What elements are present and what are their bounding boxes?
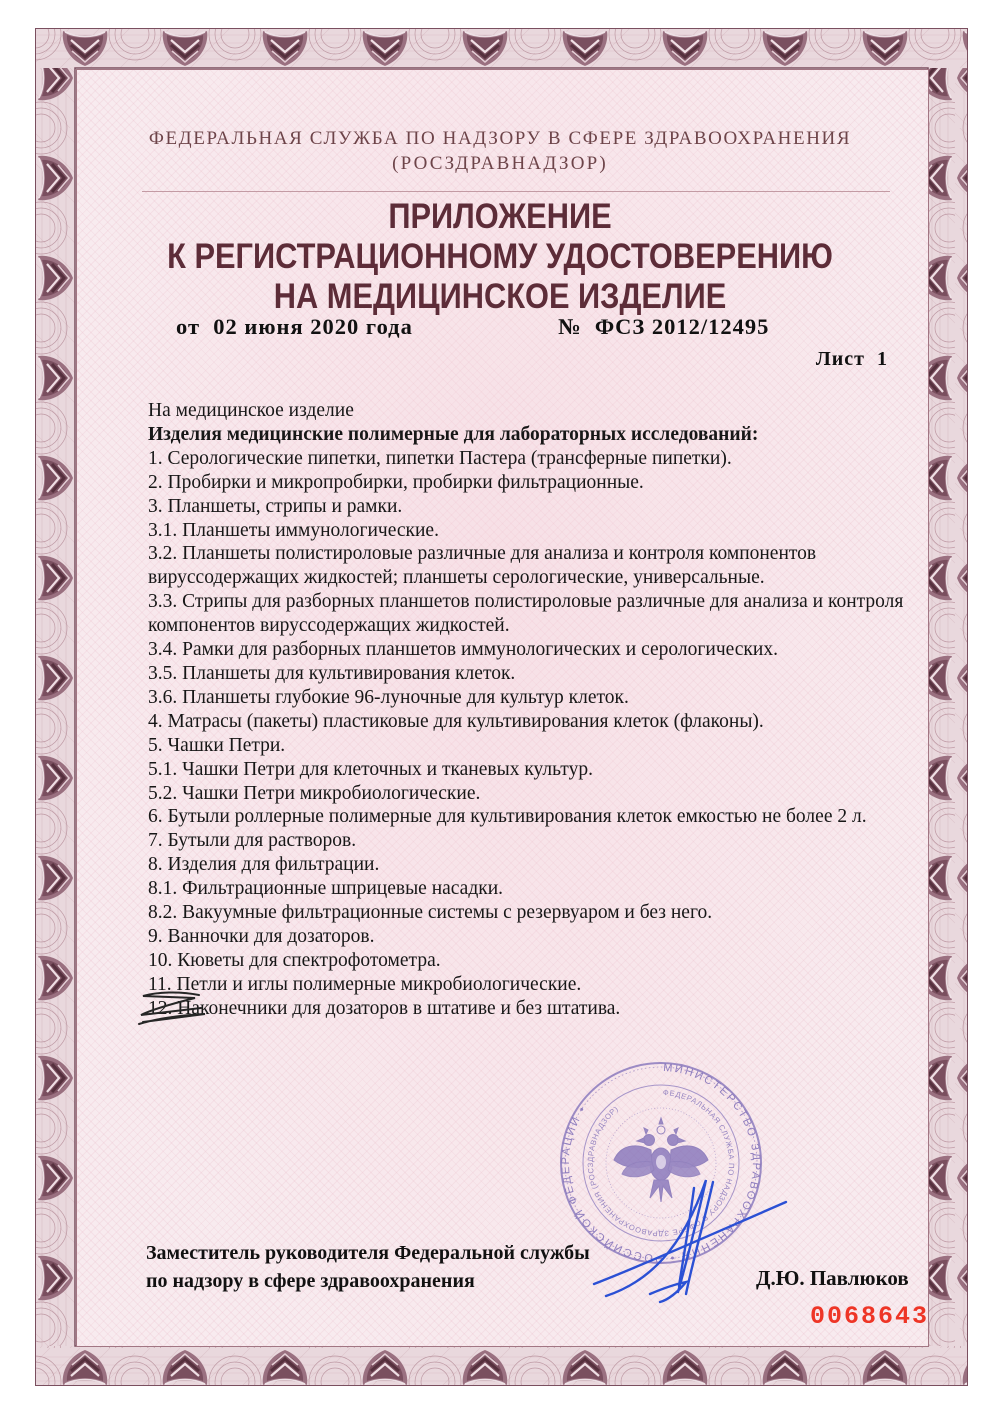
signer-position-line-2: по надзору в сфере здравоохранения: [146, 1269, 475, 1292]
signer-name: Д.Ю. Павлюков: [756, 1266, 909, 1290]
header-divider: [142, 191, 890, 192]
list-item: 7. Бутыли для растворов.: [148, 830, 357, 852]
list-item: 3.4. Рамки для разборных планшетов иммунологических и серологических.: [148, 639, 778, 661]
stamp-outer-text: МИНИСТЕРСТВО ЗДРАВООХРАНЕНИЯ • РОССИЙСКОЙ ФЕДЕРАЦИИ •: [559, 1061, 763, 1265]
list-item: 3. Планшеты, стрипы и рамки.: [148, 495, 403, 517]
list-item: 8. Изделия для фильтрации.: [148, 854, 380, 876]
list-item: 12. Наконечники для дозаторов в штативе и без штатива.: [148, 997, 621, 1019]
list-item: 5.1. Чашки Петри для клеточных и тканевых культур.: [148, 758, 593, 780]
document-title: [60, 197, 940, 317]
list-item: 1. Серологические пипетки, пипетки Пастера (трансферные пипетки).: [148, 447, 732, 469]
stamp-inner-text: ФЕДЕРАЛЬНАЯ СЛУЖБА ПО НАДЗОРУ В СФЕРЕ ЗДРАВООХРАНЕНИЯ (РОСЗДРАВНАДЗОР): [585, 1087, 737, 1239]
list-item: 5. Чашки Петри.: [148, 734, 286, 756]
intro-line: На медицинское изделие: [148, 400, 354, 421]
sheet-number: Лист 1: [815, 348, 888, 370]
signer-position-line-1: Заместитель руководителя Федеральной службы: [146, 1242, 590, 1264]
list-item: 4. Матрасы (пакеты) пластиковые для культивирования клеток (флаконы).: [148, 710, 764, 732]
list-item: 5.2. Чашки Петри микробиологические.: [148, 782, 481, 804]
list-item: 8.1. Фильтрационные шприцевые насадки.: [148, 878, 504, 900]
list-item: 9. Ванночки для дозаторов.: [148, 925, 375, 947]
list-item: 10. Кюветы для спектрофотометра.: [148, 949, 441, 971]
title-line-2: К РЕГИСТРАЦИОННОМУ УДОСТОВЕРЕНИЮ: [167, 237, 833, 276]
authority-short-name: (РОСЗДРАВНАДЗОР): [392, 153, 608, 174]
title-line-1: ПРИЛОЖЕНИЕ: [388, 197, 612, 236]
list-item: 3.6. Планшеты глубокие 96-луночные для культур клеток.: [148, 686, 629, 708]
issuing-authority: [80, 126, 920, 176]
list-item: 3.1. Планшеты иммунологические.: [148, 519, 439, 541]
list-item: 3.3. Стрипы для разборных планшетов полистироловые различные для анализа и контроля компонентов вируссодержащих жидкостей.: [148, 591, 904, 637]
form-serial-number: 0068643: [810, 1302, 930, 1331]
list-item: 11. Петли и иглы полимерные микробиологические.: [148, 973, 582, 995]
certificate-body: [148, 399, 910, 1021]
issue-date: от 02 июня 2020 года: [176, 314, 413, 339]
list-item: 2. Пробирки и микропробирки, пробирки фильтрационные.: [148, 471, 644, 493]
list-item: 3.2. Планшеты полистироловые различные для анализа и контроля компонентов вируссодержащих жидкостей; планшеты серологические, универсальные.: [148, 543, 817, 589]
registration-number: № ФСЗ 2012/12495: [558, 314, 770, 339]
list-item: 6. Бутыли роллерные полимерные для культивирования клеток емкостью не более 2 л.: [148, 806, 867, 828]
closing-strike-mark: [133, 988, 223, 1038]
product-name: Изделия медицинские полимерные для лабораторных исследований:: [148, 423, 759, 445]
authority-name: ФЕДЕРАЛЬНАЯ СЛУЖБА ПО НАДЗОРУ В СФЕРЕ ЗДРАВООХРАНЕНИЯ: [148, 128, 852, 149]
list-item: 8.2. Вакуумные фильтрационные системы с резервуаром и без него.: [148, 902, 713, 924]
signer-position: [146, 1240, 590, 1295]
list-item: 3.5. Планшеты для культивирования клеток.: [148, 662, 516, 684]
title-line-3: НА МЕДИЦИНСКОЕ ИЗДЕЛИЕ: [273, 277, 727, 316]
